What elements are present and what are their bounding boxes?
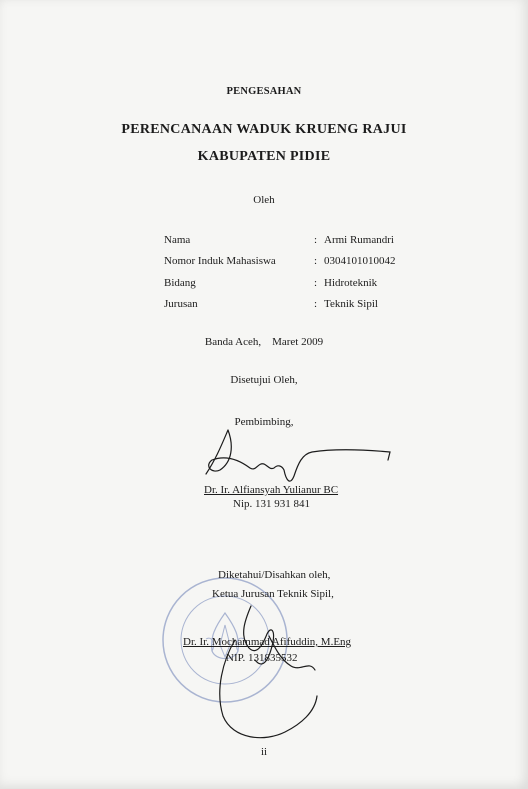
info-row-name xyxy=(164,232,444,253)
info-value: Hidroteknik xyxy=(324,276,378,289)
info-colon: : xyxy=(314,234,318,246)
info-value: 0304101010042 xyxy=(324,255,396,268)
head-signature xyxy=(205,600,335,750)
known-approved-label: Diketahui/Disahkan oleh, xyxy=(218,569,331,581)
place-date: Banda Aceh, Maret 2009 xyxy=(204,336,324,348)
page-heading: PENGESAHAN xyxy=(226,86,302,97)
advisor-role: Pembimbing, xyxy=(234,416,294,428)
info-colon: : xyxy=(314,255,318,268)
advisor-nip: Nip. 131 931 841 xyxy=(233,498,310,510)
approved-by-label: Disetujui Oleh, xyxy=(230,374,298,386)
page-number: ii xyxy=(260,746,268,758)
info-colon: : xyxy=(314,297,318,310)
info-label: Jurusan xyxy=(164,297,198,310)
info-value: Teknik Sipil xyxy=(324,297,378,310)
info-label: Nama xyxy=(164,234,191,246)
info-row-student-id xyxy=(164,253,444,274)
info-row-field xyxy=(164,275,444,296)
head-nip: NIP. 131835532 xyxy=(226,652,298,664)
head-role: Ketua Jurusan Teknik Sipil, xyxy=(212,588,334,600)
info-label: Bidang xyxy=(164,276,196,289)
info-value: Armi Rumandri xyxy=(324,234,394,246)
head-name: Dr. Ir. Mochammad Afifuddin, M.Eng xyxy=(183,636,352,648)
document-title-line-1: PERENCANAAN WADUK KRUENG RAJUI xyxy=(121,122,407,137)
document-title-line-2: KABUPATEN PIDIE xyxy=(197,149,331,164)
student-info xyxy=(164,232,444,317)
advisor-name: Dr. Ir. Alfiansyah Yulianur BC xyxy=(204,484,339,496)
info-row-department xyxy=(164,296,444,317)
info-label: Nomor Induk Mahasiswa xyxy=(164,255,276,268)
info-colon: : xyxy=(314,276,318,289)
by-label: Oleh xyxy=(253,194,275,206)
